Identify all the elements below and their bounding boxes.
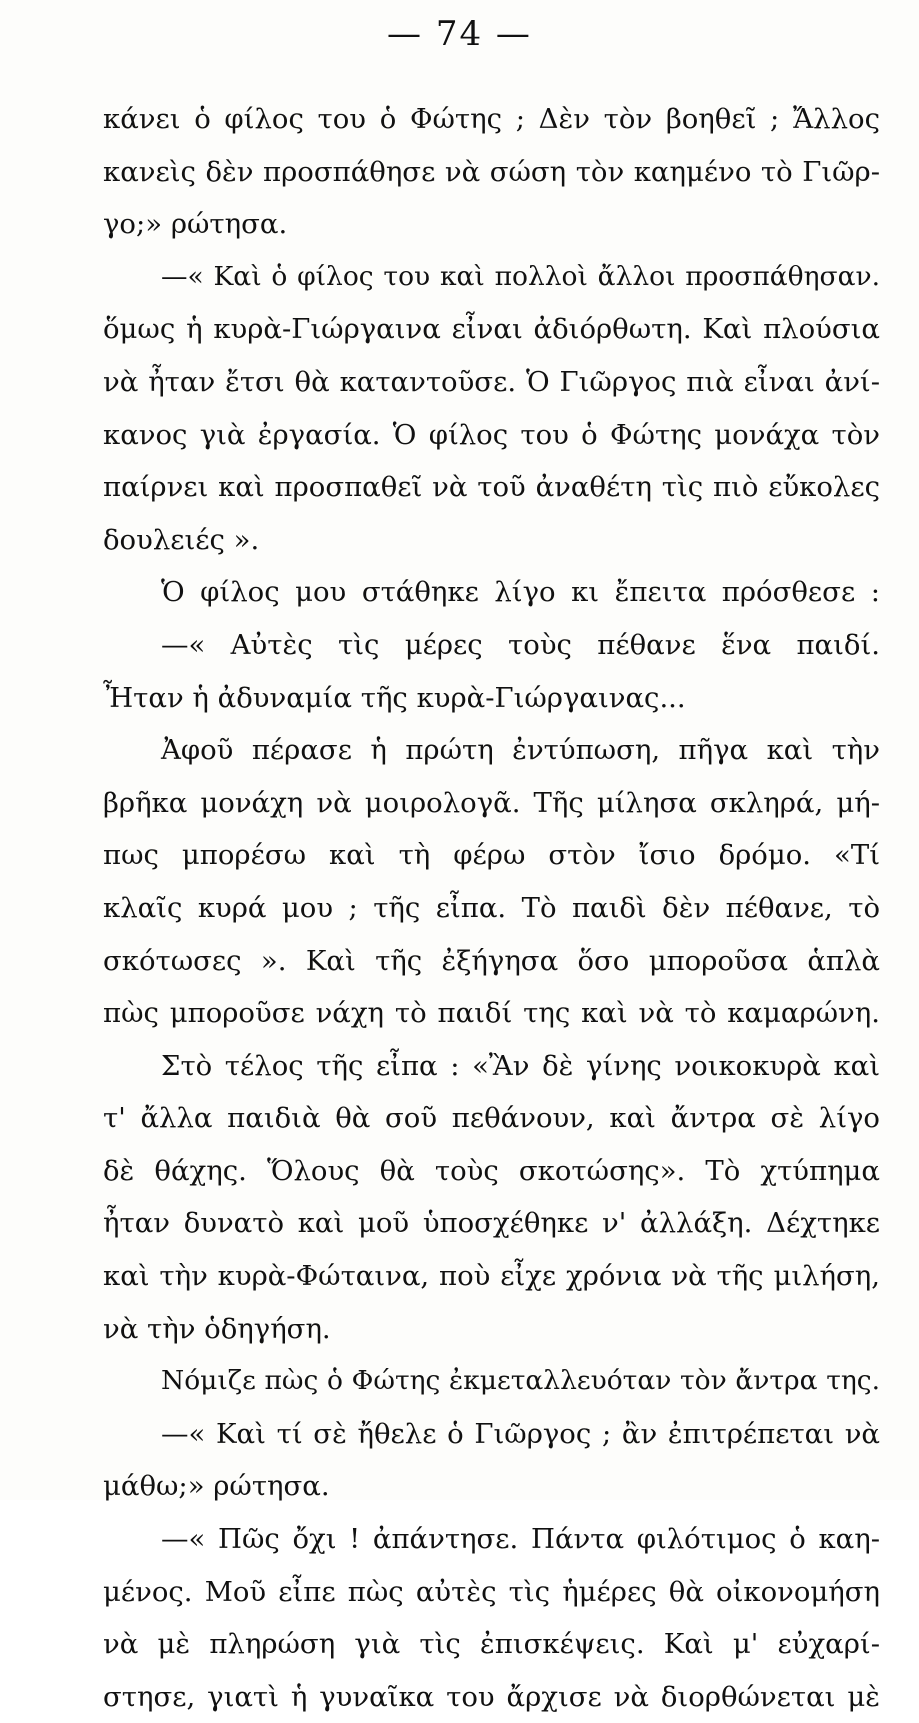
text-line: —« Καὶ τί σὲ ἤθελε ὁ Γιῶργος ; ἂν ἐπιτρέπεται νὰ [161, 1417, 880, 1450]
text-line: μένος. Μοῦ εἶπε πὼς αὐτὲς τὶς ἡμέρες θὰ οἰκονομήση [103, 1575, 880, 1608]
text-line: πως μπορέσω καὶ τὴ φέρω στὸν ἴσιο δρόμο. «Τί [103, 839, 880, 872]
text-line: —« Καὶ ὁ φίλος του καὶ πολλοὶ ἄλλοι προσπάθησαν. [161, 260, 880, 292]
text-line: δὲ θάχης. Ὅλους θὰ τοὺς σκοτώσης». Τὸ χτύπημα [103, 1154, 880, 1187]
text-line: νὰ ἦταν ἔτσι θὰ καταντοῦσε. Ὁ Γιῶργος πιὰ εἶναι ἀνί- [103, 365, 880, 398]
text-line: σκότωσες ». Καὶ τῆς ἐξήγησα ὅσο μποροῦσα ἁπλὰ [103, 944, 880, 977]
text-line: μάθω;» ρώτησα. [103, 1470, 330, 1503]
text-line: Ὁ φίλος μου στάθηκε λίγο κι ἔπειτα πρόσθεσε : [161, 576, 880, 609]
text-line: νὰ τὴν ὁδηγήση. [103, 1312, 331, 1345]
text-line: δουλειές ». [103, 523, 260, 556]
text-line: Ἀφοῦ πέρασε ἡ πρώτη ἐντύπωση, πῆγα καὶ τὴν [161, 734, 880, 767]
text-line: τ' ἄλλα παιδιὰ θὰ σοῦ πεθάνουν, καὶ ἄντρα σὲ λίγο [103, 1102, 880, 1135]
text-line: κανεὶς δὲν προσπάθησε νὰ σώση τὸν καημένο τὸ Γιῶρ- [103, 155, 880, 188]
text-line: ἦταν δυνατὸ καὶ μοῦ ὑποσχέθηκε ν' ἀλλάξη. Δέχτηκε [103, 1207, 880, 1240]
body-text [103, 93, 880, 1723]
text-line: στησε, γιατὶ ἡ γυναῖκα του ἄρχισε νὰ διορθώνεται μὲ [103, 1680, 880, 1713]
text-line: Νόμιζε πὼς ὁ Φώτης ἐκμεταλλευόταν τὸν ἄντρα της. [161, 1365, 880, 1397]
text-line: παίρνει καὶ προσπαθεῖ νὰ τοῦ ἀναθέτη τὶς πιὸ εὔκολες [103, 471, 880, 504]
text-line: καὶ τὴν κυρὰ-Φώταινα, ποὺ εἶχε χρόνια νὰ τῆς μιλήση, [103, 1260, 880, 1293]
text-line: —« Πῶς ὄχι ! ἀπάντησε. Πάντα φιλότιμος ὁ καη- [161, 1523, 880, 1556]
text-line: κανος γιὰ ἐργασία. Ὁ φίλος του ὁ Φώτης μονάχα τὸν [103, 418, 880, 451]
text-line: κλαῖς κυρά μου ; τῆς εἶπα. Τὸ παιδὶ δὲν πέθανε, τὸ [103, 891, 880, 924]
page-number: — 74 — [387, 14, 532, 54]
text-line: κάνει ὁ φίλος του ὁ Φώτης ; Δὲν τὸν βοηθεῖ ; Ἄλλος [103, 103, 880, 135]
text-line: Στὸ τέλος τῆς εἶπα : «Ἂν δὲ γίνης νοικοκυρὰ καὶ [161, 1049, 880, 1082]
text-line: γο;» ρώτησα. [103, 208, 288, 241]
text-line: νὰ μὲ πληρώση γιὰ τὶς ἐπισκέψεις. Καὶ μ' εὐχαρί- [103, 1628, 880, 1661]
text-line: Ἦταν ἡ ἀδυναμία τῆς κυρὰ-Γιώργαινας... [103, 681, 686, 714]
text-line: —« Αὐτὲς τὶς μέρες τοὺς πέθανε ἕνα παιδί. [161, 628, 880, 661]
text-line: ὅμως ἡ κυρὰ-Γιώργαινα εἶναι ἀδιόρθωτη. Καὶ πλούσια [103, 313, 880, 346]
text-line: βρῆκα μονάχη νὰ μοιρολογᾶ. Τῆς μίλησα σκληρά, μή- [103, 786, 880, 819]
text-line: πὼς μποροῦσε νάχη τὸ παιδί της καὶ νὰ τὸ καμαρώνη. [103, 997, 880, 1030]
